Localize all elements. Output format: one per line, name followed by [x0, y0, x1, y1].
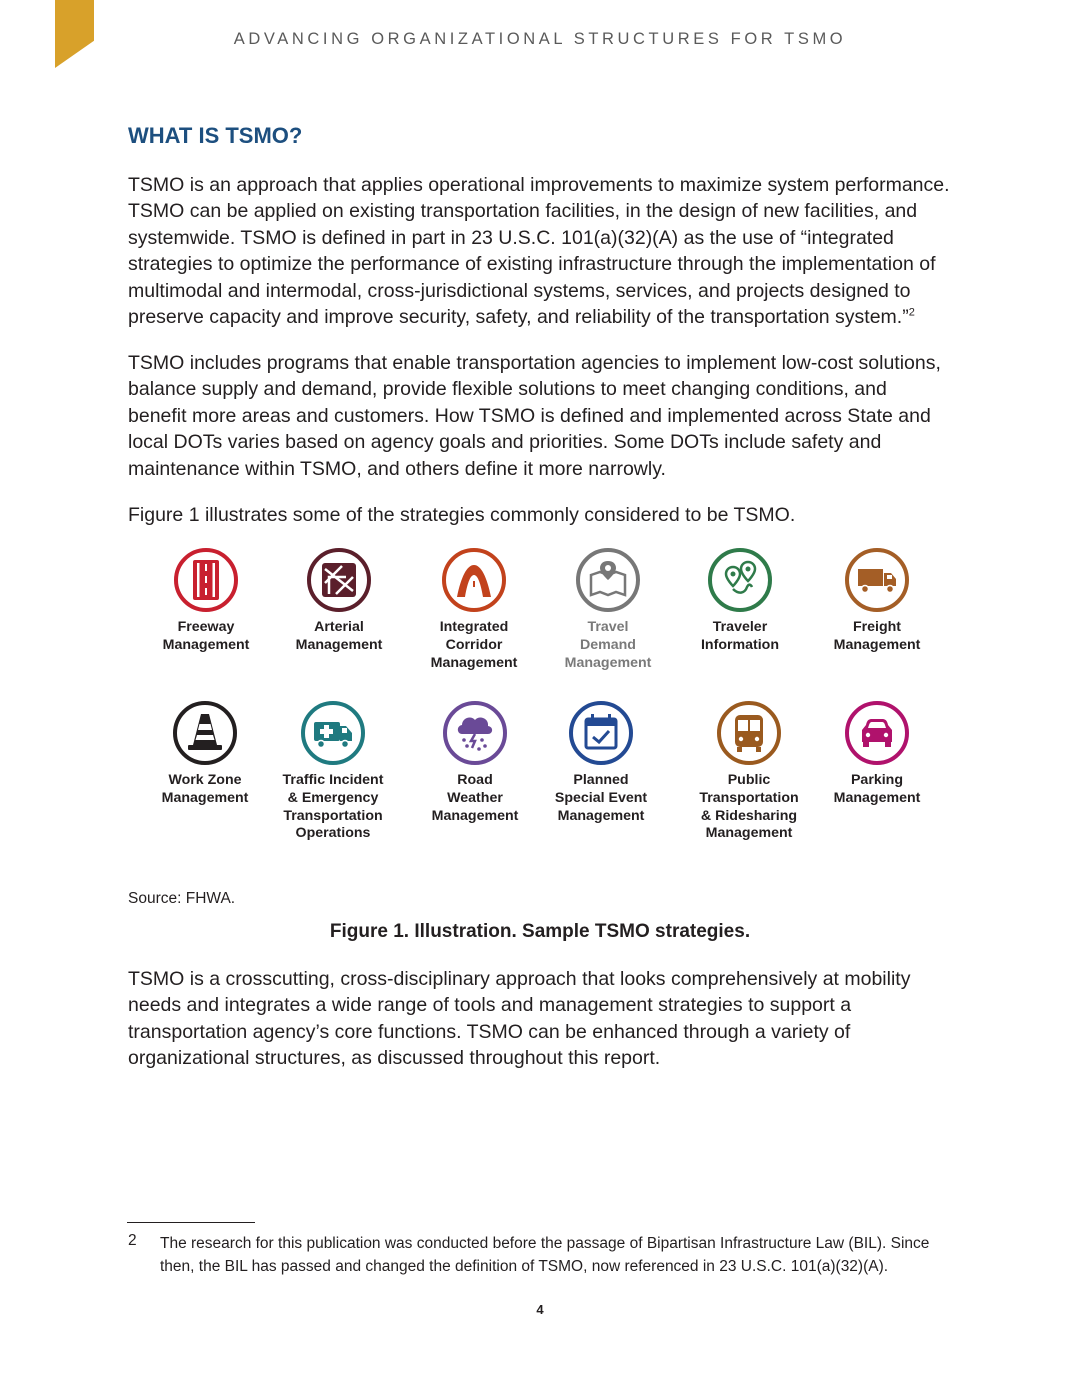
section-heading: WHAT IS TSMO?	[128, 123, 303, 148]
figure-source: Source: FHWA.	[128, 890, 236, 907]
strategy-label: Integrated Corridor Management	[430, 619, 518, 671]
strategy-label: Traveler Information	[700, 619, 780, 653]
footnote-number: 2	[128, 1232, 137, 1249]
strategy-traveler-information	[660, 547, 820, 655]
freeway-icon	[173, 547, 239, 613]
calendar-check-icon	[568, 700, 634, 766]
strategy-label: Work Zone Management	[161, 772, 249, 806]
bus-icon	[716, 700, 782, 766]
page-number: 4	[536, 1302, 544, 1317]
strategy-label: Parking Management	[833, 772, 921, 806]
paragraph-1-text: TSMO is an approach that applies operational improvements to maximize system performance. TSMO can be applied on existing transportation facilities, in the design of new facilities, and systemwide. TSMO is defined in part in 23 U.S.C. 101(a)(32)(A) as the use of “integrated strategies to optimize the performance of existing infrastructure through the implementation of multimodal and intermodal, cross-jurisdictional systems, services, and projects designed to preserve capacity and improve security, safety, and reliability of the transportation system.”	[128, 174, 950, 329]
figure-caption: Figure 1. Illustration. Sample TSMO strategies.	[329, 921, 751, 942]
strategy-label: Travel Demand Management	[564, 619, 652, 671]
travel-demand-icon	[575, 547, 641, 613]
paragraph-4: TSMO is a crosscutting, cross-disciplinary approach that looks comprehensively at mobility needs and integrates a wide range of tools and management strategies to support a transportation agency’s core functions. TSMO can be enhanced through a variety of organizational structures, as discussed throughout this report.	[128, 968, 911, 1070]
strategy-label: Traffic Incident & Emergency Transportation Operations	[282, 772, 384, 842]
freight-truck-icon	[844, 547, 910, 613]
strategy-label: Freeway Management	[162, 619, 250, 653]
running-header: ADVANCING ORGANIZATIONAL STRUCTURES FOR TSMO	[233, 30, 847, 48]
strategy-freight-management	[797, 547, 957, 655]
paragraph-3: Figure 1 illustrates some of the strategies commonly considered to be TSMO.	[128, 504, 796, 526]
strategy-parking-management	[797, 700, 957, 808]
footnote-divider	[127, 1222, 255, 1223]
corridor-icon	[441, 547, 507, 613]
paragraph-1	[128, 172, 950, 330]
strategy-label: Road Weather Management	[431, 772, 519, 824]
paragraph-2: TSMO includes programs that enable transportation agencies to implement low-cost solutions, balance supply and demand, provide flexible solutions to meet changing conditions, and benefit more areas and customers. How TSMO is defined and implemented across State and local DOTs varies based on agency goals and priorities. Some DOTs include safety and maintenance within TSMO, and others define it more narrowly.	[128, 352, 941, 480]
arterial-map-icon	[306, 547, 372, 613]
strategy-label: Arterial Management	[295, 619, 383, 653]
strategy-label: Public Transportation & Ridesharing Management	[699, 772, 799, 842]
storm-cloud-icon	[442, 700, 508, 766]
strategy-label: Freight Management	[833, 619, 921, 653]
car-icon	[844, 700, 910, 766]
traffic-cone-icon	[172, 700, 238, 766]
footnote-text: The research for this publication was conducted before the passage of Bipartisan Infrastructure Law (BIL). Since then, the BIL has passed and changed the definition of TSMO, now referenced in 23 U.S.C. 101(a)(32)(A).	[160, 1235, 930, 1275]
footnote-reference[interactable]: 2	[908, 306, 915, 319]
strategy-label: Planned Special Event Management	[554, 772, 648, 824]
strategy-traffic-incident-emergency-operations	[253, 700, 413, 843]
strategy-planned-special-event-management	[521, 700, 681, 825]
traveler-information-icon	[707, 547, 773, 613]
ambulance-icon	[300, 700, 366, 766]
